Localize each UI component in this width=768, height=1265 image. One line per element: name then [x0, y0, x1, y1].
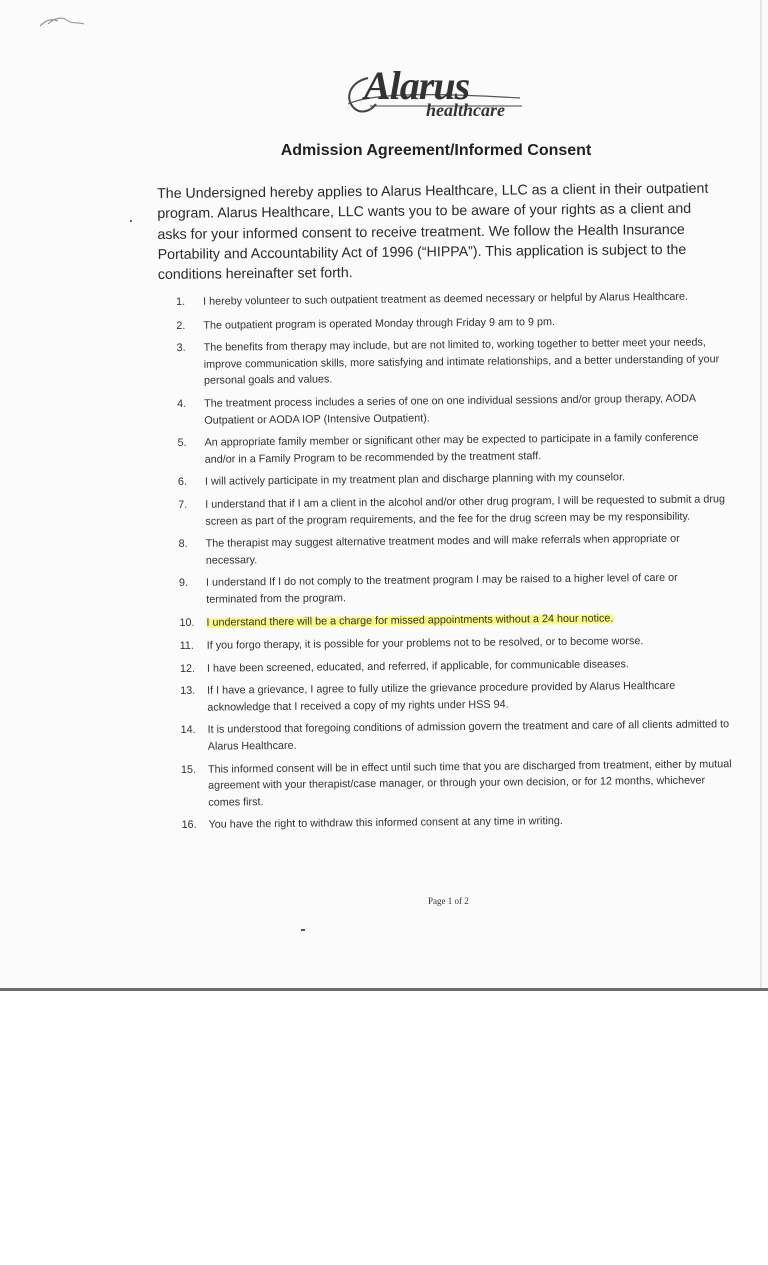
list-item-number: 15.	[180, 763, 197, 776]
logo-subtitle: healthcare	[426, 100, 505, 120]
list-item-number: 9.	[178, 577, 189, 590]
list-item-number: 5.	[177, 437, 187, 450]
list-item-number: 8.	[178, 538, 188, 551]
list-item-number: 2.	[176, 319, 186, 332]
alarus-logo	[340, 64, 530, 130]
scan-speck	[301, 929, 305, 931]
list-item-number: 11.	[179, 639, 194, 653]
list-item-text: The treatment process includes a series of one on one individual sessions and/or group therapy, AODA Outpatient or AODA IOP (Intensive Outpatient).	[204, 392, 696, 427]
list-item	[180, 632, 732, 654]
list-item	[176, 334, 728, 390]
list-item	[177, 429, 729, 468]
list-item-text: The outpatient program is operated Monday through Friday 9 am to 9 pm.	[203, 315, 556, 332]
list-item-number: 1.	[176, 295, 186, 308]
logo-wordmark: Alarus	[364, 63, 470, 108]
list-item-number: 16.	[181, 819, 197, 832]
list-item-text: The benefits from therapy may include, but are not limited to, working together to better meet your needs, improve communication skills, more satisfying and intimate relationships, and a better understanding of your personal goals and values.	[203, 336, 720, 388]
list-item	[181, 756, 733, 812]
list-item-number: 3.	[176, 342, 186, 355]
list-item-text: An appropriate family member or significant other may be expected to participate in a family conference and/or in a Family Program to be recommended by the treatment staff.	[204, 431, 699, 466]
pen-mark-scribble	[38, 12, 88, 32]
terms-list	[176, 288, 734, 840]
list-item	[176, 312, 728, 334]
list-item	[180, 717, 732, 756]
list-item	[179, 570, 731, 609]
list-item	[180, 677, 732, 716]
list-item-text: I have been screened, educated, and referred, if applicable, for communicable diseases.	[206, 657, 629, 675]
scan-speck	[130, 220, 132, 222]
list-item-number: 7.	[178, 498, 188, 511]
list-item-number: 12.	[179, 662, 196, 675]
list-item-text: The therapist may suggest alternative treatment modes and will make referrals when appropriate or necessary.	[205, 532, 680, 567]
intro-paragraph: The Undersigned hereby applies to Alarus Healthcare, LLC as a client in their outpatient program. Alarus Healthcare, LLC wants you to be aware of your rights as a client and asks for your informed consent to receive treatment. We follow the Health Insurance Portability and Accountability Act of 1996 (“HIPPA”). This application is subject to the conditions hereinafter set forth.	[157, 180, 709, 284]
document-title: Admission Agreement/Informed Consent	[280, 142, 592, 159]
list-item-number: 10.	[179, 616, 195, 629]
document-title-row	[0, 142, 768, 160]
list-item	[178, 491, 730, 530]
highlighted-item-text: I understand there will be a charge for missed appointments without a 24 hour notice.	[206, 611, 614, 629]
page-right-edge	[760, 0, 762, 988]
list-item	[180, 655, 732, 677]
list-item	[179, 530, 731, 569]
list-item-number: 6.	[177, 476, 188, 489]
list-item-text: This informed consent will be in effect until such time that you are discharged from treatment, either by mutual agreement with your therapist/case manager, or through your own decision, or for 12 months, whichever comes first.	[207, 757, 732, 809]
list-item-text: I understand If I do not comply to the treatment program I may be raised to a higher level of care or terminated from the program.	[205, 572, 678, 606]
list-item-text: If I have a grievance, I agree to fully utilize the grievance procedure provided by Alarus Healthcare acknowledge that I received a copy of my rights under HSS 94.	[207, 680, 676, 714]
list-item-number: 4.	[177, 397, 187, 410]
list-item-text: You have the right to withdraw this informed consent at any time in writing.	[208, 815, 563, 832]
list-item-number: 14.	[180, 724, 196, 737]
list-item	[181, 812, 733, 834]
list-item-text: I hereby volunteer to such outpatient treatment as deemed necessary or helpful by Alarus Healthcare.	[203, 290, 689, 308]
page-bottom-edge	[0, 988, 768, 991]
list-item-text: I will actively participate in my treatment plan and discharge planning with my counselor.	[204, 471, 626, 489]
page-number: Page 1 of 2	[428, 896, 469, 906]
list-item-text: If you forgo therapy, it is possible for your problems not to be resolved, or to become worse.	[206, 635, 644, 652]
list-item-number: 13.	[180, 685, 196, 698]
list-item	[176, 288, 728, 310]
list-item	[177, 390, 729, 429]
list-item-text: I understand that if I am a client in the alcohol and/or other drug program, I will be requested to submit a drug screen as part of the program requirements, and the fee for the drug screen may be my responsibility.	[205, 493, 725, 528]
list-item	[179, 609, 731, 631]
list-item	[178, 469, 730, 491]
list-item-text: It is understood that foregoing conditions of admission govern the treatment and care of all clients admitted to Alarus Healthcare.	[207, 718, 730, 753]
